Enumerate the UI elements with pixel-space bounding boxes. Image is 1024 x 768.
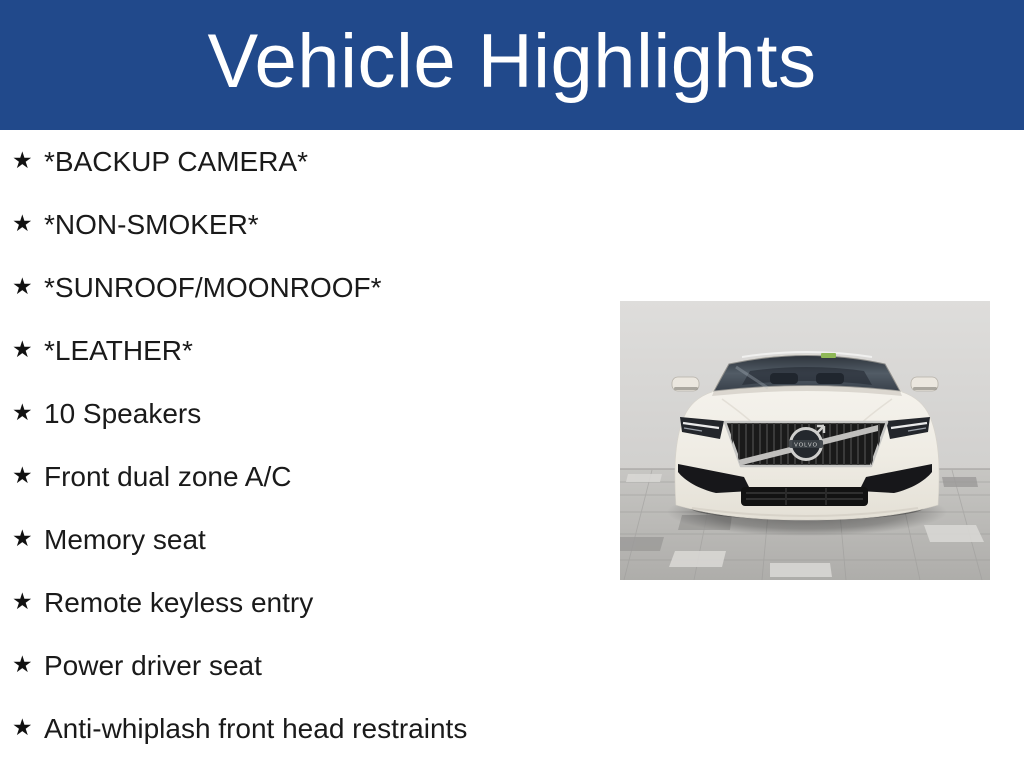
- slide-title: Vehicle Highlights: [207, 18, 817, 104]
- list-item: [0, 571, 467, 634]
- highlight-text: *NON-SMOKER*: [44, 208, 259, 240]
- highlight-text: Power driver seat: [44, 649, 262, 681]
- volvo-front-illustration: [620, 301, 990, 580]
- highlight-text: *LEATHER*: [44, 334, 193, 366]
- list-item: [0, 697, 467, 760]
- grille: [725, 422, 887, 468]
- title-bar: [0, 0, 1024, 130]
- side-mirror-right: [911, 377, 938, 391]
- star-icon: ★: [12, 526, 33, 552]
- list-item: [0, 319, 467, 382]
- list-item: [0, 256, 467, 319]
- highlight-text: *SUNROOF/MOONROOF*: [44, 271, 382, 303]
- highlight-text: Remote keyless entry: [44, 586, 314, 618]
- list-item: [0, 193, 467, 256]
- highlight-text: Front dual zone A/C: [44, 460, 292, 492]
- volvo-emblem-text: VOLVO: [794, 442, 818, 449]
- star-icon: ★: [12, 274, 33, 300]
- list-item: [0, 634, 467, 697]
- highlights-list: [0, 130, 467, 760]
- star-icon: ★: [12, 652, 33, 678]
- vehicle-photo: [620, 301, 990, 580]
- side-mirror-left: [672, 377, 699, 391]
- highlight-text: Memory seat: [44, 523, 206, 555]
- list-item: [0, 130, 467, 193]
- star-icon: ★: [12, 148, 33, 174]
- list-item: [0, 508, 467, 571]
- lower-air-intake: [741, 487, 868, 506]
- list-item: [0, 382, 467, 445]
- highlight-text: *BACKUP CAMERA*: [44, 145, 309, 177]
- star-icon: ★: [12, 589, 33, 615]
- list-item: [0, 445, 467, 508]
- star-icon: ★: [12, 463, 33, 489]
- highlight-text: 10 Speakers: [44, 397, 202, 429]
- windshield-sticker: [821, 353, 836, 358]
- star-icon: ★: [12, 400, 33, 426]
- star-icon: ★: [12, 211, 33, 237]
- highlight-text: Anti-whiplash front head restraints: [44, 712, 468, 744]
- star-icon: ★: [12, 337, 33, 363]
- star-icon: ★: [12, 715, 33, 741]
